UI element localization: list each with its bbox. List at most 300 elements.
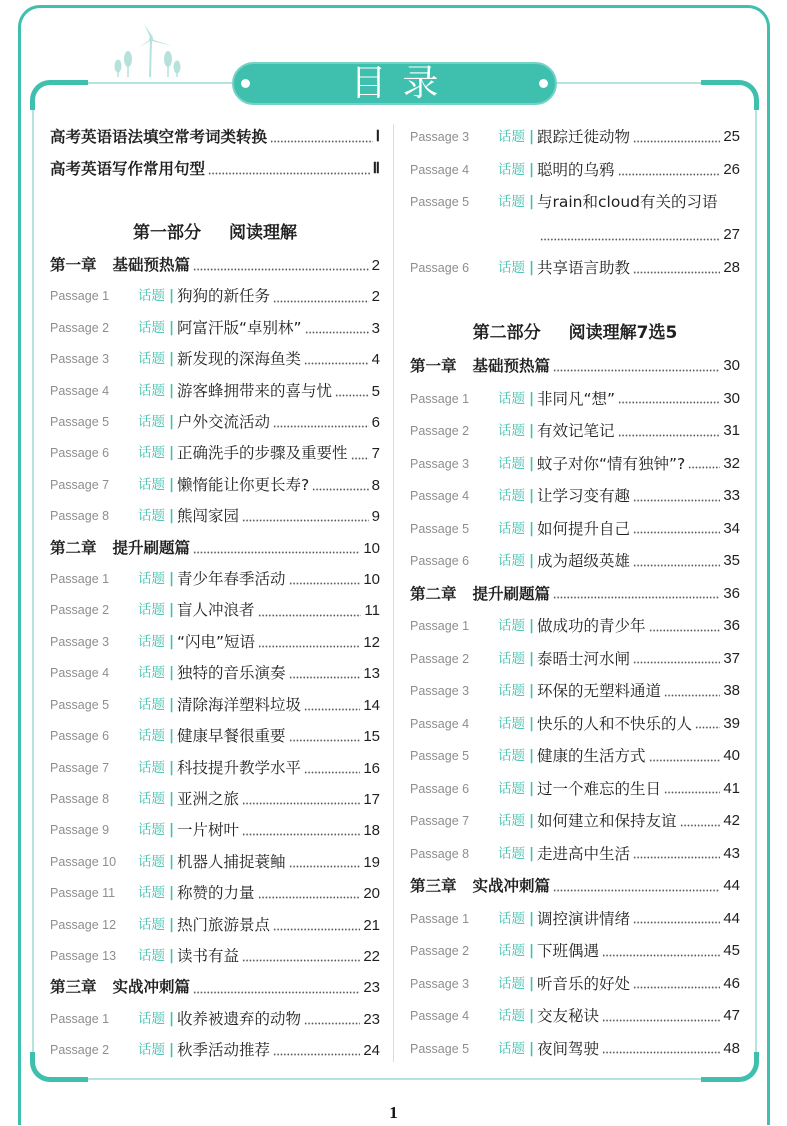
leader-and-page <box>301 690 380 721</box>
page-number: 27 <box>723 226 740 244</box>
leader-dots <box>680 805 721 838</box>
passage-title: 游客蜂拥带来的喜与忧 <box>177 381 333 400</box>
toc-passage-row <box>410 740 740 773</box>
topic-tag <box>138 878 177 909</box>
leader-dots <box>304 753 360 784</box>
leader-dots <box>270 121 373 153</box>
passage-title: 懒惰能让你更长寿? <box>177 475 310 494</box>
passage-label: Passage 7 <box>50 760 110 775</box>
topic-label: 话题 <box>498 161 525 178</box>
topic-tag <box>498 805 537 838</box>
topic-label: 话题 <box>498 259 525 276</box>
passage-title: 盲人冲浪者 <box>177 601 255 620</box>
topic-tag <box>498 708 537 741</box>
topic-separator: | <box>529 943 535 960</box>
topic-separator: | <box>529 161 535 178</box>
page-number: Ⅰ <box>375 129 380 145</box>
passage-entry <box>537 415 740 448</box>
leader-dots <box>242 941 360 972</box>
passage-title: 快乐的人和不快乐的人 <box>537 714 693 733</box>
passage-label: Passage 11 <box>50 886 116 901</box>
passage-title: 做成功的青少年 <box>537 617 646 636</box>
toc-passage-row <box>50 627 380 658</box>
leader-and-page <box>239 501 380 532</box>
passage-label: Passage 10 <box>50 854 117 869</box>
page-number: 22 <box>363 947 380 965</box>
toc-chapter-row <box>410 350 740 383</box>
topic-separator: | <box>169 476 175 493</box>
topic-label: 话题 <box>138 633 165 650</box>
page-number: 15 <box>363 728 380 746</box>
topic-separator: | <box>169 571 175 588</box>
toc-passage-row <box>410 708 740 741</box>
tree-icon <box>164 51 172 77</box>
part-number: 第一部分 <box>133 223 201 243</box>
leader-dots <box>312 470 368 501</box>
leader-dots <box>633 513 720 546</box>
passage-entry <box>177 376 380 407</box>
passage-title: 如何建立和保持友谊 <box>537 812 677 831</box>
topic-label: 话题 <box>138 382 165 399</box>
passage-label: Passage 8 <box>50 791 110 806</box>
topic-label: 话题 <box>138 508 165 525</box>
toc-passage-row <box>410 121 740 154</box>
passage-label: Passage 5 <box>50 697 110 712</box>
toc-front-matter-row <box>50 121 380 153</box>
toc-right-column <box>410 121 740 1065</box>
topic-label: 话题 <box>498 1040 525 1057</box>
page-number: 4 <box>371 351 380 369</box>
toc-passage-row <box>50 470 380 501</box>
topic-separator: | <box>169 288 175 305</box>
toc-passage-row <box>50 1004 380 1035</box>
topic-tag <box>138 815 177 846</box>
topic-tag <box>498 121 537 154</box>
toc-passage-row <box>50 941 380 972</box>
toc-passage-row <box>50 910 380 941</box>
passage-title: 读书有益 <box>177 946 240 965</box>
passage-label: Passage 6 <box>50 446 110 461</box>
page-number: 18 <box>363 822 380 840</box>
leader-dots <box>289 847 361 878</box>
passage-title: 清除海洋塑料垃圾 <box>177 695 302 714</box>
passage-entry <box>537 154 740 187</box>
passage-title: 与rain和cloud有关的习语 <box>537 193 718 212</box>
toc-chapter-row <box>50 250 380 281</box>
leader-and-page <box>646 610 740 643</box>
chapter-number: 第二章 <box>410 584 457 603</box>
topic-tag <box>498 643 537 676</box>
leader-dots <box>633 480 720 513</box>
toc-passage-row <box>410 935 740 968</box>
toc-passage-row <box>50 407 380 438</box>
passage-entry <box>177 815 380 846</box>
passage-entry <box>177 878 380 909</box>
topic-separator: | <box>169 728 175 745</box>
passage-entry <box>177 344 380 375</box>
page-number: 39 <box>723 714 740 732</box>
passage-entry <box>537 121 740 154</box>
tree-icon <box>174 61 181 78</box>
passage-label: Passage 3 <box>410 684 470 699</box>
leader-and-page <box>630 121 740 154</box>
chapter-number: 第一章 <box>50 256 97 274</box>
leader-and-page <box>599 1000 740 1033</box>
toc-passage-row <box>50 1035 380 1066</box>
passage-entry <box>537 708 740 741</box>
toc-passage-row <box>50 313 380 344</box>
toc-passage-row <box>410 1000 740 1033</box>
page-number: 44 <box>723 877 740 895</box>
toc-passage-row <box>410 186 740 251</box>
topic-separator: | <box>529 1008 535 1025</box>
topic-tag <box>138 910 177 941</box>
leader-and-page <box>646 740 740 773</box>
toc-passage-row <box>50 753 380 784</box>
page-number: 17 <box>363 790 380 808</box>
toc-passage-row <box>50 878 380 909</box>
page-title: 目录 <box>350 63 455 104</box>
passage-title: 阿富汗版“卓别林” <box>177 318 302 337</box>
topic-separator: | <box>169 351 175 368</box>
topic-tag <box>498 740 537 773</box>
topic-separator: | <box>529 650 535 667</box>
toc-chapter-row <box>50 972 380 1003</box>
passage-label: Passage 9 <box>50 823 110 838</box>
leader-and-page <box>301 753 380 784</box>
topic-separator: | <box>169 1010 175 1027</box>
leader-dots <box>664 675 720 708</box>
passage-entry <box>177 595 380 626</box>
passage-label: Passage 1 <box>410 911 470 926</box>
passage-entry <box>537 252 740 285</box>
topic-tag <box>138 470 177 501</box>
toc-passage-row <box>410 383 740 416</box>
chapter-name: 基础预热篇 <box>472 357 551 376</box>
passage-label: Passage 5 <box>410 521 470 536</box>
passage-title: 新发现的深海鱼类 <box>177 350 302 369</box>
topic-label: 话题 <box>138 1042 165 1059</box>
leader-dots <box>602 935 720 968</box>
topic-separator: | <box>169 382 175 399</box>
leader-dots <box>193 972 360 1003</box>
toc-main-block <box>50 250 380 1067</box>
toc-passage-row <box>50 658 380 689</box>
toc-passage-row <box>50 501 380 532</box>
toc-chapter-row <box>50 533 380 564</box>
topic-separator: | <box>529 780 535 797</box>
leader-and-page <box>270 281 380 312</box>
leader-dots <box>273 910 360 941</box>
topic-tag <box>138 690 177 721</box>
page-number: 30 <box>723 389 740 407</box>
toc-passage-row <box>50 438 380 469</box>
topic-tag <box>138 438 177 469</box>
topic-tag <box>498 186 537 219</box>
toc-passage-row <box>50 815 380 846</box>
leader-and-page <box>661 773 740 806</box>
leader-and-page <box>286 721 380 752</box>
leader-dots <box>289 658 361 689</box>
page-number: 44 <box>723 909 740 927</box>
topic-separator: | <box>529 1040 535 1057</box>
passage-entry <box>537 513 740 546</box>
topic-separator: | <box>169 822 175 839</box>
page-number: 28 <box>723 258 740 276</box>
toc-passage-row <box>410 154 740 187</box>
leader-dots <box>335 376 369 407</box>
topic-tag <box>138 376 177 407</box>
passage-entry <box>177 470 380 501</box>
toc-passage-row <box>410 545 740 578</box>
topic-label: 话题 <box>498 553 525 570</box>
page-number: 9 <box>371 508 380 526</box>
chapter-name: 基础预热篇 <box>112 256 191 274</box>
passage-title: 如何提升自己 <box>537 519 631 538</box>
topic-tag <box>138 627 177 658</box>
leader-dots <box>289 564 361 595</box>
leader-and-page <box>309 470 380 501</box>
part-number: 第二部分 <box>472 323 541 344</box>
leader-and-page <box>630 252 740 285</box>
leader-dots <box>273 281 369 312</box>
topic-separator: | <box>529 423 535 440</box>
passage-entry <box>537 968 740 1001</box>
passage-entry <box>537 903 740 936</box>
toc-front-matter-row <box>50 153 380 185</box>
passage-title: 青少年春季活动 <box>177 570 286 589</box>
topic-separator: | <box>529 194 535 211</box>
leader-dots <box>618 415 721 448</box>
passage-title: 健康早餐很重要 <box>177 727 286 746</box>
page-number: 21 <box>363 916 380 934</box>
passage-entry <box>537 480 740 513</box>
passage-entry <box>177 281 380 312</box>
page-number: 42 <box>723 812 740 830</box>
topic-label: 话题 <box>138 319 165 336</box>
passage-title: 共享语言助教 <box>537 258 631 277</box>
page-number: 35 <box>723 552 740 570</box>
passage-label: Passage 6 <box>410 260 470 275</box>
leader-and-page <box>630 643 740 676</box>
trees-windmill-decoration <box>106 22 190 78</box>
leader-dots <box>553 578 720 611</box>
topic-separator: | <box>169 885 175 902</box>
passage-entry <box>537 805 740 838</box>
leader-and-page <box>239 941 380 972</box>
topic-separator: | <box>169 633 175 650</box>
passage-entry <box>177 407 380 438</box>
page-number: 6 <box>371 414 380 432</box>
topic-label: 话题 <box>138 728 165 745</box>
passage-title: 交友秘诀 <box>537 1007 600 1026</box>
topic-tag <box>138 941 177 972</box>
tree-icon <box>115 60 122 78</box>
passage-title: 调控演讲情绪 <box>537 909 631 928</box>
leader-and-page <box>270 1035 380 1066</box>
leader-and-page <box>255 878 380 909</box>
toc-main-block <box>410 350 740 1065</box>
topic-tag <box>498 610 537 643</box>
passage-entry <box>537 383 740 416</box>
passage-title: 下班偶遇 <box>537 942 600 961</box>
topic-label: 话题 <box>138 916 165 933</box>
leader-and-page <box>630 545 740 578</box>
topic-label: 话题 <box>498 520 525 537</box>
leader-dots <box>540 219 720 252</box>
topic-label: 话题 <box>498 683 525 700</box>
leader-and-page <box>255 627 380 658</box>
topic-separator: | <box>169 947 175 964</box>
topic-label: 话题 <box>498 910 525 927</box>
leader-dots <box>242 501 369 532</box>
page-number: 34 <box>723 519 740 537</box>
page-number: 37 <box>723 649 740 667</box>
passage-title: 走进高中生活 <box>537 844 631 863</box>
page-number: Ⅱ <box>372 161 380 177</box>
topic-label: 话题 <box>498 813 525 830</box>
page-number: 43 <box>723 844 740 862</box>
leader-and-page <box>615 383 740 416</box>
topic-label: 话题 <box>138 790 165 807</box>
topic-separator: | <box>529 553 535 570</box>
topic-tag <box>498 773 537 806</box>
leader-and-page <box>302 313 380 344</box>
leader-and-page <box>599 935 740 968</box>
toc-front-block <box>50 121 380 185</box>
passage-title: 蚊子对你“情有独钟”? <box>537 454 686 473</box>
toc-passage-row <box>50 690 380 721</box>
topic-label: 话题 <box>498 423 525 440</box>
topic-tag <box>498 154 537 187</box>
passage-title: 非同凡“想” <box>537 389 616 408</box>
topic-tag <box>138 407 177 438</box>
passage-label: Passage 1 <box>50 289 110 304</box>
topic-separator: | <box>169 1042 175 1059</box>
passage-entry <box>177 438 380 469</box>
toc-passage-row <box>410 903 740 936</box>
topic-separator: | <box>529 455 535 472</box>
leader-dots <box>208 153 370 185</box>
topic-tag <box>498 838 537 871</box>
topic-label: 话题 <box>498 1008 525 1025</box>
passage-entry <box>537 545 740 578</box>
page-number: 47 <box>723 1007 740 1025</box>
topic-label: 话题 <box>138 822 165 839</box>
passage-label: Passage 8 <box>50 509 110 524</box>
topic-tag <box>498 968 537 1001</box>
topic-tag <box>498 252 537 285</box>
topic-label: 话题 <box>138 571 165 588</box>
leader-dots <box>242 784 360 815</box>
topic-separator: | <box>169 602 175 619</box>
topic-label: 话题 <box>498 845 525 862</box>
passage-entry <box>537 675 740 708</box>
topic-label: 话题 <box>138 414 165 431</box>
passage-entry <box>537 1000 740 1033</box>
topic-separator: | <box>529 520 535 537</box>
page-number: 32 <box>723 454 740 472</box>
leader-and-page <box>286 658 380 689</box>
tree-icon <box>124 51 132 77</box>
passage-title: 健康的生活方式 <box>537 747 646 766</box>
leader-dots <box>304 690 360 721</box>
passage-label: Passage 6 <box>410 554 470 569</box>
passage-title: 一片树叶 <box>177 821 240 840</box>
part-heading <box>410 316 740 350</box>
leader-dots <box>649 740 721 773</box>
passage-label: Passage 2 <box>50 1043 110 1058</box>
topic-label: 话题 <box>498 194 525 211</box>
toc-passage-row <box>410 1033 740 1066</box>
passage-entry <box>537 1033 740 1066</box>
topic-separator: | <box>529 259 535 276</box>
passage-title: 正确洗手的步骤及重要性 <box>177 444 348 463</box>
leader-and-page <box>270 910 380 941</box>
title-banner <box>232 62 557 105</box>
topic-label: 话题 <box>498 390 525 407</box>
topic-tag <box>138 753 177 784</box>
part-heading <box>50 216 380 250</box>
banner-dot-left <box>241 79 250 88</box>
passage-title: 环保的无塑料通道 <box>537 682 662 701</box>
passage-label: Passage 4 <box>410 716 470 731</box>
passage-entry <box>177 627 380 658</box>
topic-label: 话题 <box>138 476 165 493</box>
topic-separator: | <box>169 414 175 431</box>
topic-label: 话题 <box>498 455 525 472</box>
topic-separator: | <box>169 759 175 776</box>
leader-dots <box>688 448 720 481</box>
passage-label: Passage 3 <box>50 352 110 367</box>
topic-tag <box>138 784 177 815</box>
passage-label: Passage 3 <box>50 634 110 649</box>
topic-tag <box>498 545 537 578</box>
leader-dots <box>553 350 720 383</box>
toc-passage-row <box>410 448 740 481</box>
topic-label: 话题 <box>498 975 525 992</box>
page-number: 25 <box>723 128 740 145</box>
page-number: 2 <box>371 288 380 306</box>
page-number: 2 <box>371 257 380 274</box>
leader-and-page <box>630 513 740 546</box>
topic-label: 话题 <box>138 602 165 619</box>
topic-separator: | <box>169 508 175 525</box>
passage-entry <box>177 847 380 878</box>
topic-tag <box>138 1035 177 1066</box>
passage-title: 夜间驾驶 <box>537 1039 600 1058</box>
topic-label: 话题 <box>138 665 165 682</box>
chapter-name: 提升刷题篇 <box>472 584 551 603</box>
column-divider <box>393 124 394 1062</box>
page-number: 14 <box>363 696 380 714</box>
page-number: 10 <box>363 539 380 557</box>
passage-entry <box>177 658 380 689</box>
passage-title: 听音乐的好处 <box>537 974 631 993</box>
toc-passage-row <box>410 252 740 285</box>
topic-tag <box>498 415 537 448</box>
passage-label: Passage 12 <box>50 917 117 932</box>
passage-entry <box>537 610 740 643</box>
passage-title: 亚洲之旅 <box>177 789 240 808</box>
passage-label: Passage 4 <box>410 489 470 504</box>
passage-label: Passage 3 <box>410 976 470 991</box>
topic-separator: | <box>169 853 175 870</box>
passage-label: Passage 1 <box>50 1011 110 1026</box>
leader-dots <box>602 1033 720 1066</box>
toc-passage-row <box>410 805 740 838</box>
leader-and-page <box>630 968 740 1001</box>
